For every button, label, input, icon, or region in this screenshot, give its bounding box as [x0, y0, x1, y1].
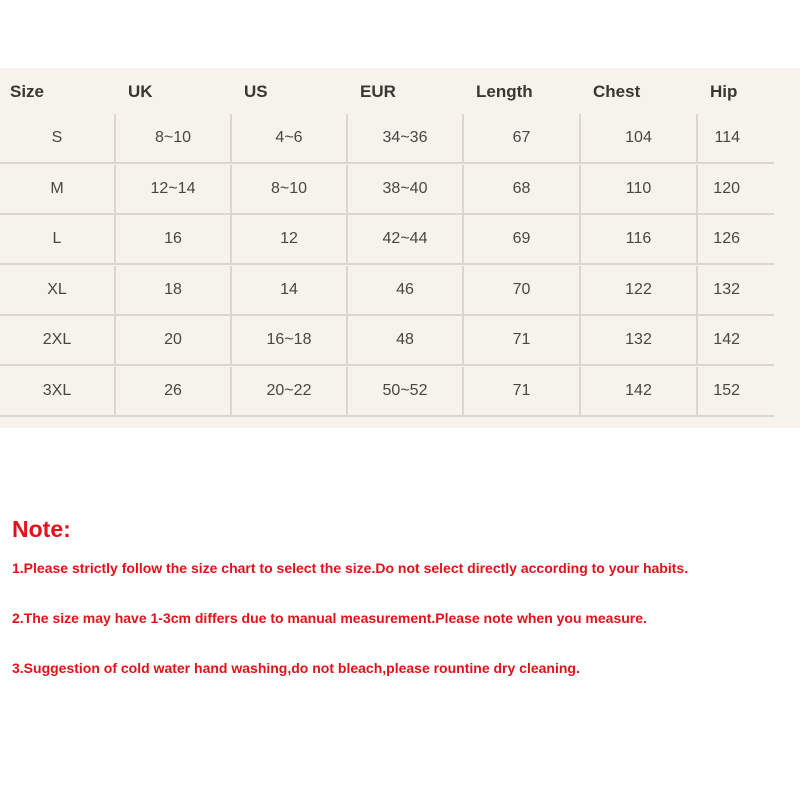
table-cell: 8~10 [232, 165, 348, 215]
table-cell: 70 [464, 266, 581, 316]
table-cell: 67 [464, 114, 581, 164]
table-cell: 42~44 [348, 215, 464, 265]
table-cell: 16 [116, 215, 232, 265]
header-size: Size [10, 82, 45, 101]
table-cell: 132 [698, 266, 774, 316]
note-item-1: 1.Please strictly follow the size chart to select the size.Do not select directly according to your habits. [12, 560, 689, 576]
table-cell: 2XL [0, 316, 116, 366]
table-cell: 46 [348, 266, 464, 316]
table-cell: 12~14 [116, 165, 232, 215]
table-cell: S [0, 114, 116, 164]
table-cell: 8~10 [116, 114, 232, 164]
table-row [0, 316, 800, 366]
note-item-3: 3.Suggestion of cold water hand washing,do not bleach,please rountine dry cleaning. [12, 660, 580, 676]
table-cell: 116 [581, 215, 698, 265]
table-cell: 71 [464, 367, 581, 417]
table-cell: L [0, 215, 116, 265]
table-row [0, 215, 800, 265]
table-cell: 50~52 [348, 367, 464, 417]
table-cell: 34~36 [348, 114, 464, 164]
table-cell: 12 [232, 215, 348, 265]
table-cell: 69 [464, 215, 581, 265]
table-cell: 20~22 [232, 367, 348, 417]
table-cell: XL [0, 266, 116, 316]
table-cell: 14 [232, 266, 348, 316]
table-row [0, 165, 800, 215]
table-cell: 18 [116, 266, 232, 316]
table-row [0, 266, 800, 316]
table-cell: 16~18 [232, 316, 348, 366]
table-cell: 132 [581, 316, 698, 366]
header-hip: Hip [710, 82, 738, 101]
table-cell: 110 [581, 165, 698, 215]
note-item-2: 2.The size may have 1-3cm differs due to manual measurement.Please note when you measure. [12, 610, 647, 626]
table-row [0, 367, 800, 417]
table-cell: 48 [348, 316, 464, 366]
table-cell: 152 [698, 367, 774, 417]
table-cell: 3XL [0, 367, 116, 417]
table-cell: 4~6 [232, 114, 348, 164]
table-cell: 114 [698, 114, 774, 164]
table-cell: 68 [464, 165, 581, 215]
table-cell: 26 [116, 367, 232, 417]
table-cell: 20 [116, 316, 232, 366]
table-cell: 120 [698, 165, 774, 215]
header-length: Length [476, 82, 533, 101]
header-us: US [244, 82, 268, 101]
table-row [0, 114, 800, 164]
table-cell: 126 [698, 215, 774, 265]
note-title: Note: [12, 516, 71, 542]
table-cell: M [0, 165, 116, 215]
size-chart-header [0, 68, 800, 114]
size-chart [0, 68, 800, 428]
table-cell: 142 [581, 367, 698, 417]
header-chest: Chest [593, 82, 641, 101]
table-cell: 38~40 [348, 165, 464, 215]
table-cell: 71 [464, 316, 581, 366]
table-cell: 104 [581, 114, 698, 164]
table-cell: 142 [698, 316, 774, 366]
table-cell: 122 [581, 266, 698, 316]
header-eur: EUR [360, 82, 396, 101]
header-uk: UK [128, 82, 153, 101]
